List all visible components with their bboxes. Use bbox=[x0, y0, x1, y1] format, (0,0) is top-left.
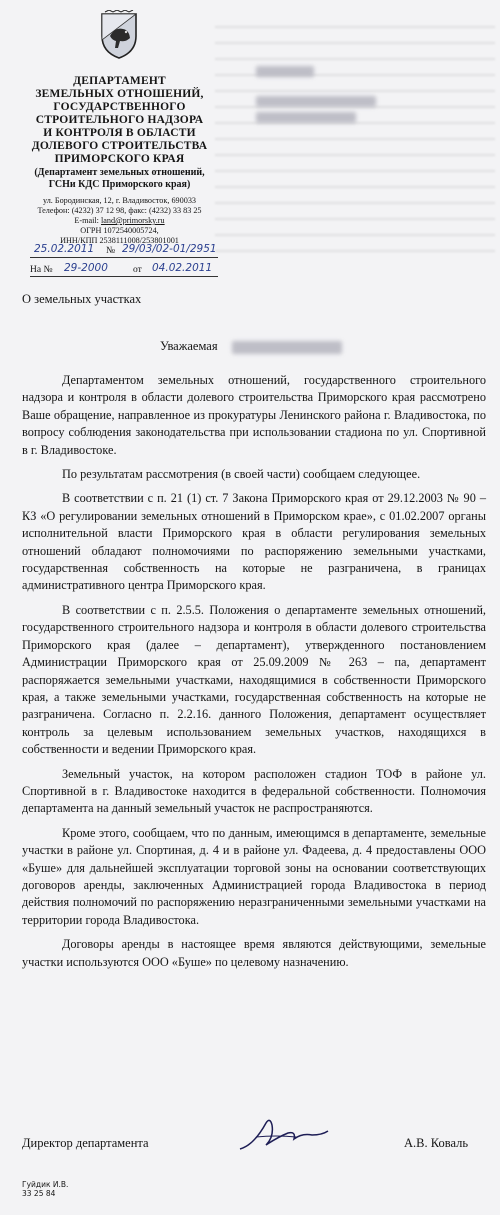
redacted-addressee-city bbox=[256, 112, 356, 123]
coat-of-arms-icon bbox=[96, 10, 142, 60]
redacted-recipient-name bbox=[232, 341, 342, 354]
number-label: № bbox=[106, 246, 116, 256]
body-paragraph: Договоры аренды в настоящее время являются действующими, земельные участки используются ООО «Буше» по целевому назначению. bbox=[22, 937, 486, 969]
body-paragraph: Кроме этого, сообщаем, что по данным, имеющимся в департаменте, земельные участки в районе ул. Спортиная, д. 4 и в районе ул. Фадеева, д. 4 предоставлены ООО «Буше» для дальнейшей эксплуатации торговой зоны на основании соответствующих договоров аренды, заключенных Администрацией города Владивостока в период действия полномочий по распоряжению неразграниченными земельными участками на территории города Владивостока. bbox=[22, 825, 486, 927]
address: ул. Бородинская, 12, г. Владивосток, 690033 bbox=[42, 196, 197, 205]
greeting bbox=[160, 339, 218, 354]
body-paragraph: В соответствии с п. 2.5.5. Положения о департаменте земельных отношений, государственного строительного надзора и контроля в области долевого строительства Приморского края (далее – департамент), утвержденного постановлением Администрации Приморского края от 25.09.2009 № 263 – па, департамент распоряжается земельными участками, находящимися в собственности Приморского края, а также земельными участками, государственная собственность на которые не разграничена. Согласно п. 2.2.16. данного Положения, департамент осуществляет контроль за целевым использованием земельных участков, находящихся в собственности и ведении Приморского края. bbox=[22, 602, 486, 757]
body-paragraph: Департаментом земельных отношений, государственного строительного надзора и контроля в области долевого строительства Приморского края рассмотрено Ваше обращение, направленное из прокуратуры Ленинского района г. Владивостока, по вопросу соблюдения законодательства при использовании стадиона по ул. Спортивной в г. Владивостоке. bbox=[22, 373, 486, 457]
letter-body bbox=[22, 372, 486, 978]
dept-name-line: СТРОИТЕЛЬНОГО НАДЗОРА bbox=[35, 114, 204, 126]
greeting-word: Уважаемая bbox=[160, 339, 218, 353]
letter-subject: О земельных участках bbox=[22, 292, 142, 306]
dept-name-line: ДЕПАРТАМЕНТ bbox=[73, 75, 166, 87]
executor-phone: 33 25 84 bbox=[22, 1189, 56, 1198]
contact-block bbox=[22, 196, 217, 246]
dept-name-line: И КОНТРОЛЯ В ОБЛАСТИ bbox=[43, 127, 196, 139]
body-paragraph: По результатам рассмотрения (в своей части) сообщаем следующее. bbox=[62, 467, 421, 482]
redacted-addressee-name bbox=[256, 66, 314, 77]
department-header bbox=[22, 75, 217, 191]
ref-rule bbox=[30, 276, 218, 277]
signatory-name: А.В. Коваль bbox=[404, 1136, 469, 1150]
ref-date: 04.02.2011 bbox=[152, 262, 213, 274]
email-line bbox=[22, 216, 217, 226]
dept-name-line: ГОСУДАРСТВЕННОГО bbox=[53, 101, 186, 113]
ogrn: ОГРН 1072540005724, bbox=[80, 226, 159, 235]
handwritten-signature bbox=[236, 1115, 332, 1155]
email-link[interactable]: land@primorsky.ru bbox=[100, 216, 165, 225]
inn-kpp: ИНН/КПП 2538111008/253801001 bbox=[60, 236, 179, 245]
ref-number: 29-2000 bbox=[64, 262, 108, 274]
body-paragraph: Земельный участок, на котором расположен стадион ТОФ в районе ул. Спортивной в г. Владивостоке находится в федеральной собственности. Полномочия департамента на данный земельный участок не распространяются. bbox=[22, 766, 486, 816]
dept-name-line: ДОЛЕВОГО СТРОИТЕЛЬСТВА bbox=[31, 140, 208, 152]
dept-name-line: ПРИМОРСКОГО КРАЯ bbox=[54, 153, 185, 165]
signatory-title: Директор департамента bbox=[22, 1136, 149, 1150]
executor-name: Гуйдик И.В. bbox=[22, 1180, 69, 1189]
ref-number-label: На № bbox=[30, 265, 53, 275]
executor-info bbox=[22, 1180, 68, 1198]
redacted-addressee-address bbox=[256, 96, 376, 107]
dept-short-name: (Департамент земельных отношений, ГСНи КДС Приморского края) bbox=[34, 167, 205, 190]
phone-fax: Телефон: (4232) 37 12 98, факс: (4232) 33 83 25 bbox=[37, 206, 202, 215]
bleed-through-texture bbox=[215, 12, 495, 312]
outgoing-number: 29/03/02-01/2951 bbox=[122, 243, 217, 255]
email-label: E-mail: bbox=[74, 216, 101, 225]
ref-from-label: от bbox=[133, 265, 142, 275]
dept-name-line: ЗЕМЕЛЬНЫХ ОТНОШЕНИЙ, bbox=[35, 88, 204, 100]
outgoing-rule bbox=[30, 257, 218, 258]
body-paragraph: В соответствии с п. 21 (1) ст. 7 Закона Приморского края от 29.12.2003 № 90 – КЗ «О регулировании земельных отношений в Приморском крае», с 01.02.2007 органы исполнительной власти Приморского края в области регулирования земельных отношений обладают полномочиями по распоряжению земельными участками, государственная собственность на которые не разграничена, в границах административного центра Приморского края. bbox=[22, 491, 486, 593]
outgoing-date: 25.02.2011 bbox=[34, 243, 95, 255]
